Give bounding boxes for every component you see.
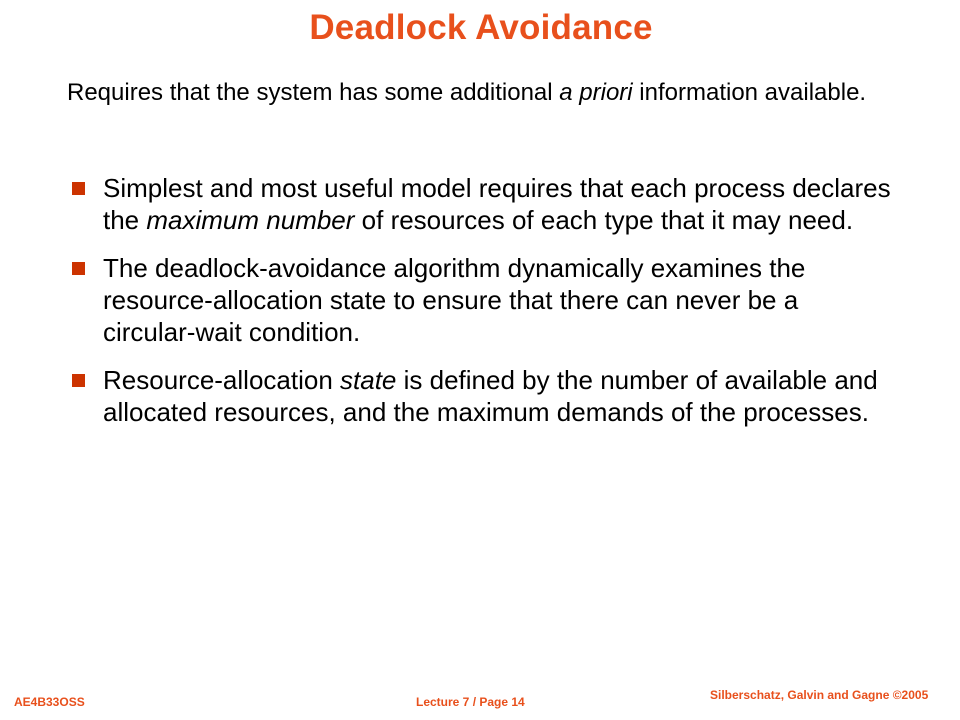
footer-course-code: AE4B33OSS <box>14 695 85 709</box>
intro-text <box>67 74 887 112</box>
intro-emphasis: a priori <box>559 79 633 106</box>
square-bullet-icon <box>72 182 85 195</box>
bullet-emphasis: maximum number <box>146 205 355 235</box>
footer-copyright: Silberschatz, Galvin and Gagne ©2005 <box>710 688 929 702</box>
bullet-item <box>72 172 892 236</box>
intro-text-part1: Requires that the system has some additional <box>67 79 560 106</box>
bullet-text-post: of resources of each type that it may need. <box>354 205 854 235</box>
bullet-item <box>72 364 892 428</box>
bullet-text: Resource-allocation <box>103 365 341 395</box>
bullet-item <box>72 252 892 348</box>
footer-page-number: Lecture 7 / Page 14 <box>416 695 525 709</box>
intro-text-part2: information available. <box>632 79 867 106</box>
square-bullet-icon <box>72 374 85 387</box>
bullet-list <box>72 172 892 444</box>
bullet-emphasis: state <box>340 365 397 395</box>
square-bullet-icon <box>72 262 85 275</box>
slide-title: Deadlock Avoidance <box>309 8 653 47</box>
bullet-text: The deadlock-avoidance algorithm dynamically examines the resource-allocation state to ensure that there can never be a circular-wait condition. <box>103 253 806 347</box>
bullet-text: Simplest and most useful model requires that each process declares the <box>103 173 891 235</box>
bullet-text-post: is defined by the number of available and allocated resources, and the maximum demands of the processes. <box>103 365 878 427</box>
